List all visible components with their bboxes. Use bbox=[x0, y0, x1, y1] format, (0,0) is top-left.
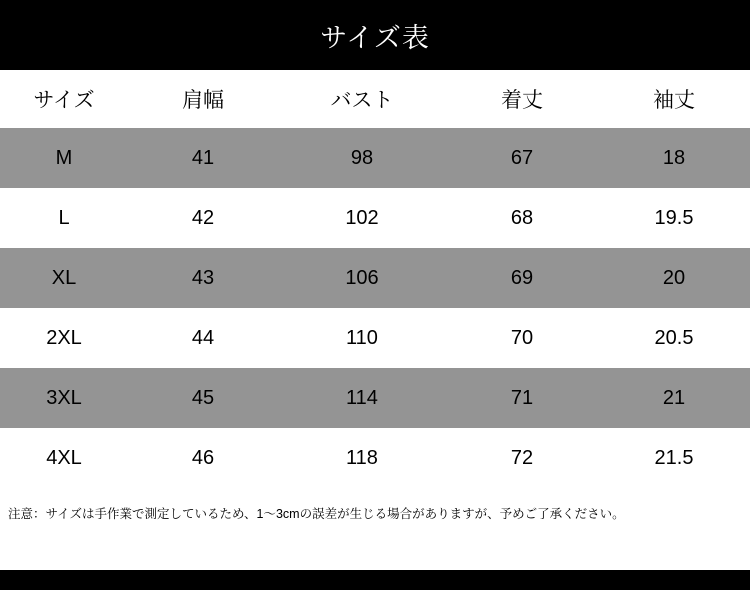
table-header bbox=[0, 70, 750, 128]
table-row bbox=[0, 308, 750, 368]
cell-bust: 98 bbox=[278, 128, 446, 188]
cell-size: M bbox=[0, 128, 128, 188]
cell-length: 72 bbox=[446, 428, 598, 488]
cell-size: L bbox=[0, 188, 128, 248]
cell-length: 68 bbox=[446, 188, 598, 248]
column-header-sleeve: 袖丈 bbox=[598, 70, 750, 128]
cell-size: XL bbox=[0, 248, 128, 308]
cell-bust: 114 bbox=[278, 368, 446, 428]
table-row bbox=[0, 368, 750, 428]
cell-bust: 110 bbox=[278, 308, 446, 368]
cell-shoulder: 46 bbox=[128, 428, 278, 488]
cell-shoulder: 41 bbox=[128, 128, 278, 188]
table-header-row bbox=[0, 70, 750, 128]
cell-size: 3XL bbox=[0, 368, 128, 428]
cell-shoulder: 44 bbox=[128, 308, 278, 368]
cell-sleeve: 21 bbox=[598, 368, 750, 428]
table-row bbox=[0, 428, 750, 488]
column-header-shoulder: 肩幅 bbox=[128, 70, 278, 128]
cell-length: 67 bbox=[446, 128, 598, 188]
cell-bust: 102 bbox=[278, 188, 446, 248]
cell-size: 2XL bbox=[0, 308, 128, 368]
column-header-bust: バスト bbox=[278, 70, 446, 128]
cell-sleeve: 21.5 bbox=[598, 428, 750, 488]
column-header-length: 着丈 bbox=[446, 70, 598, 128]
measurement-note: 注意：サイズは手作業で測定しているため、1〜3cmの誤差が生じる場合がありますが、予めご了承ください。 bbox=[8, 507, 625, 521]
cell-bust: 118 bbox=[278, 428, 446, 488]
size-table bbox=[0, 70, 750, 488]
cell-length: 71 bbox=[446, 368, 598, 428]
cell-sleeve: 18 bbox=[598, 128, 750, 188]
cell-size: 4XL bbox=[0, 428, 128, 488]
cell-sleeve: 20 bbox=[598, 248, 750, 308]
page-title: サイズ表 bbox=[320, 22, 430, 53]
footer-bar bbox=[0, 570, 750, 590]
cell-sleeve: 20.5 bbox=[598, 308, 750, 368]
table-row bbox=[0, 128, 750, 188]
table-row bbox=[0, 248, 750, 308]
table-body bbox=[0, 128, 750, 488]
cell-length: 69 bbox=[446, 248, 598, 308]
cell-bust: 106 bbox=[278, 248, 446, 308]
cell-length: 70 bbox=[446, 308, 598, 368]
table-row bbox=[0, 188, 750, 248]
column-header-size: サイズ bbox=[0, 70, 128, 128]
cell-shoulder: 43 bbox=[128, 248, 278, 308]
cell-shoulder: 45 bbox=[128, 368, 278, 428]
cell-shoulder: 42 bbox=[128, 188, 278, 248]
title-bar bbox=[0, 0, 750, 70]
cell-sleeve: 19.5 bbox=[598, 188, 750, 248]
